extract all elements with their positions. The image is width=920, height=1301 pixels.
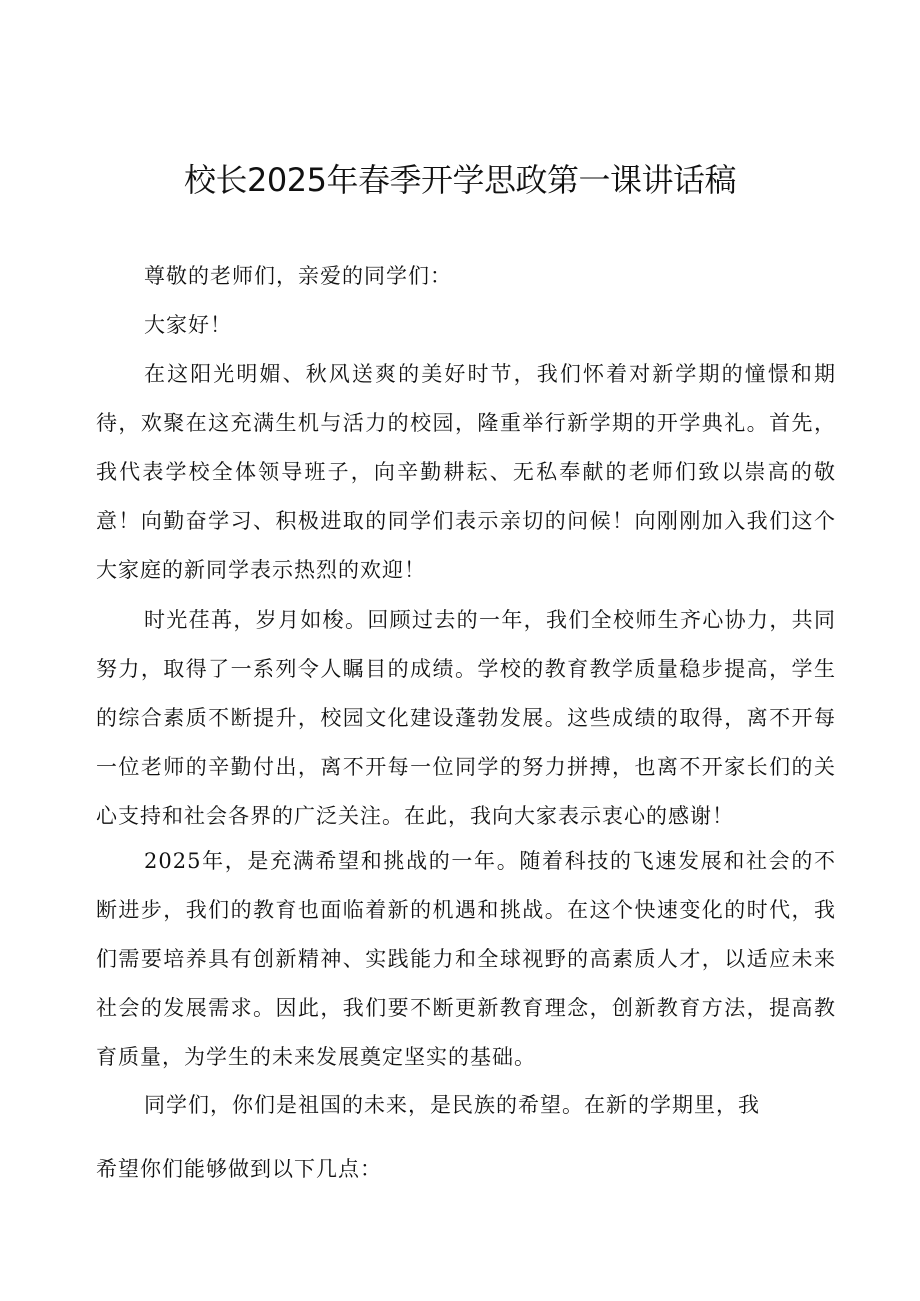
salutation: 尊敬的老师们，亲爱的同学们： <box>144 264 452 288</box>
closing-line-2: 希望你们能够做到以下几点： <box>96 1157 382 1181</box>
paragraph-2025: 2025年，是充满希望和挑战的一年。随着科技的飞速发展和社会的不断进步，我们的教育也面临着新的机遇和挑战。在这个快速变化的时代，我们需要培养具有创新精神、实践能力和全球视野的高素质人才，以适应未来社会的发展需求。因此，我们要不断更新教育理念，创新教育方法，提高教育质量，为学生的未来发展奠定坚实的基础。 <box>96 849 836 1069</box>
document-title: 校长2025年春季开学思政第一课讲话稿 <box>184 161 736 199</box>
paragraph-review: 时光荏苒，岁月如梭。回顾过去的一年，我们全校师生齐心协力，共同努力，取得了一系列令人瞩目的成绩。学校的教育教学质量稳步提高，学生的综合素质不断提升，校园文化建设蓬勃发展。这些成绩的取得，离不开每一位老师的辛勤付出，离不开每一位同学的努力拼搏，也离不开家长们的关心支持和社会各界的广泛关注。在此，我向大家表示衷心的感谢！ <box>96 608 836 828</box>
greeting: 大家好！ <box>144 313 232 337</box>
paragraph-opening: 在这阳光明媚、秋风送爽的美好时节，我们怀着对新学期的憧憬和期待，欢聚在这充满生机与活力的校园，隆重举行新学期的开学典礼。首先，我代表学校全体领导班子，向辛勤耕耘、无私奉献的老师们致以崇高的敬意！向勤奋学习、积极进取的同学们表示亲切的问候！向刚刚加入我们这个大家庭的新同学表示热烈的欢迎！ <box>96 362 836 582</box>
closing-line-1: 同学们，你们是祖国的未来，是民族的希望。在新的学期里，我 <box>144 1093 760 1117</box>
